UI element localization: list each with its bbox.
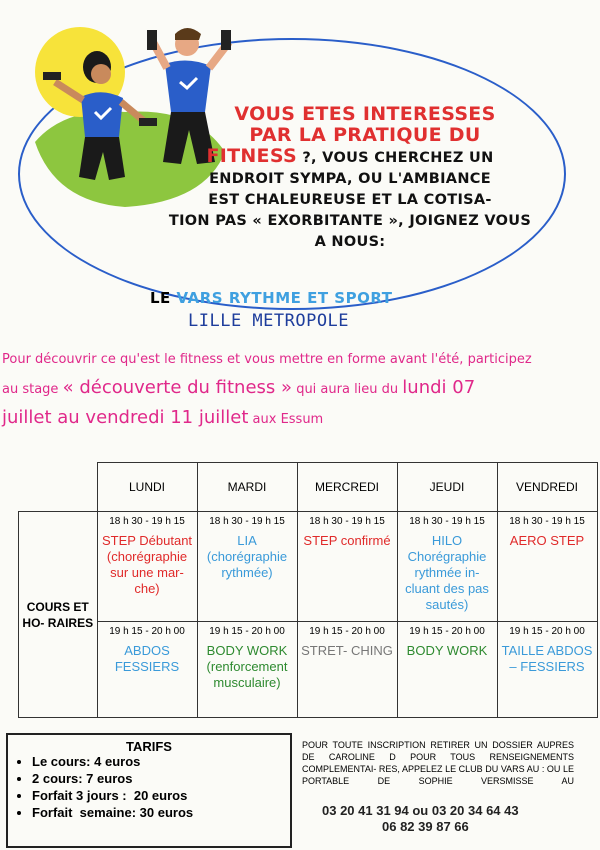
class-name: BODY WORK xyxy=(406,643,488,658)
stage-line-2c: qui aura lieu du xyxy=(296,382,399,397)
class-name: LIA (chorégraphie rythmée) xyxy=(206,533,288,580)
stage-end-date: juillet au vendredi 11 juillet xyxy=(2,407,249,428)
tarif-item: • Forfait 3 jours : 20 euros xyxy=(32,787,193,804)
schedule-cell xyxy=(197,622,297,718)
intro-line-4: ENDROIT SYMPA, OU L'AMBIANCE xyxy=(209,171,491,187)
time-slot: 18 h 30 - 19 h 15 xyxy=(409,516,485,527)
day-header: MERCREDI xyxy=(297,463,397,512)
class-name: ABDOS FESSIERS xyxy=(114,643,180,674)
schedule-cell xyxy=(197,512,297,622)
schedule-cell xyxy=(497,622,597,718)
stage-line-2a: au stage xyxy=(2,382,59,397)
day-header: VENDREDI xyxy=(497,463,597,512)
class-name: BODY WORK (renforcement musculaire) xyxy=(206,643,288,690)
tarifs-box xyxy=(6,733,292,848)
time-slot: 18 h 30 - 19 h 15 xyxy=(309,516,385,527)
mobile-phone-number: 06 82 39 87 66 xyxy=(382,819,469,834)
time-slot: 19 h 15 - 20 h 00 xyxy=(209,626,285,637)
class-name: STRET- CHING xyxy=(301,643,393,658)
schedule-cell xyxy=(497,512,597,622)
club-phone-numbers: 03 20 41 31 94 ou 03 20 34 64 43 xyxy=(322,803,519,818)
class-name: STEP Débutant (chorégraphie sur une mar- che) xyxy=(101,533,193,596)
schedule-cell xyxy=(97,512,197,622)
club-prefix: LE xyxy=(150,289,171,307)
tarif-item: • Le cours: 4 euros xyxy=(32,753,193,770)
schedule-table xyxy=(18,462,598,718)
time-slot: 18 h 30 - 19 h 15 xyxy=(509,516,585,527)
schedule-cell xyxy=(297,622,397,718)
time-slot: 18 h 30 - 19 h 15 xyxy=(109,516,185,527)
tarifs-title: TARIFS xyxy=(126,739,172,754)
registration-text: POUR TOUTE INSCRIPTION RETIRER UN DOSSIER AUPRES DE CAROLINE D POUR TOUS RENSEIGNEMENTS COMPLEMENTAI- RES, APPELEZ LE CLUB DU VARS AU : OU LE PORTABLE DE SOPHIE VERSMISSE AU xyxy=(302,740,574,786)
tarif-item: • Forfait semaine: 30 euros xyxy=(32,804,193,821)
intro-line-2: PAR LA PRATIQUE DU xyxy=(249,124,481,146)
club-title: VARS RYTHME ET SPORT xyxy=(176,289,393,307)
intro-text xyxy=(130,104,570,253)
time-slot: 19 h 15 - 20 h 00 xyxy=(509,626,585,637)
tarifs-list xyxy=(8,753,193,821)
intro-line-5: EST CHALEUREUSE ET LA COTISA- xyxy=(208,192,492,208)
class-name: TAILLE ABDOS – FESSIERS xyxy=(501,643,593,674)
time-slot: 18 h 30 - 19 h 15 xyxy=(209,516,285,527)
class-name: AERO STEP xyxy=(509,533,585,548)
intro-line-6: TION PAS « EXORBITANTE », JOIGNEZ VOUS xyxy=(168,213,532,229)
schedule-cell xyxy=(397,622,497,718)
day-header: JEUDI xyxy=(397,463,497,512)
intro-line-7: A NOUS: xyxy=(314,234,386,250)
time-slot: 19 h 15 - 20 h 00 xyxy=(309,626,385,637)
club-name xyxy=(150,289,392,307)
stage-line-1: Pour découvrir ce qu'est le fitness et vous mettre en forme avant l'été, participez xyxy=(2,352,532,367)
schedule-cell xyxy=(297,512,397,622)
intro-line-1: VOUS ETES INTERESSES xyxy=(234,103,496,125)
class-name: STEP confirmé xyxy=(303,533,391,548)
fitness-word: FITNESS xyxy=(206,145,297,167)
day-header: MARDI xyxy=(197,463,297,512)
time-slot: 19 h 15 - 20 h 00 xyxy=(409,626,485,637)
tarif-item: • 2 cours: 7 euros xyxy=(32,770,193,787)
class-name: HILO Chorégraphie rythmée in- cluant des pas sautés) xyxy=(405,533,489,612)
schedule-cell xyxy=(397,512,497,622)
club-city: LILLE METROPOLE xyxy=(188,311,350,331)
time-slot: 19 h 15 - 20 h 00 xyxy=(109,626,185,637)
stage-location: aux Essum xyxy=(252,412,324,427)
stage-title: « découverte du fitness » xyxy=(62,377,293,398)
registration-info xyxy=(302,739,574,799)
stage-paragraph xyxy=(2,346,598,434)
intro-line-3: ?, VOUS CHERCHEZ UN xyxy=(302,150,494,166)
schedule-cell xyxy=(97,622,197,718)
day-header: LUNDI xyxy=(97,463,197,512)
stage-start-date: lundi 07 xyxy=(402,377,476,398)
schedule-row-label: COURS ET HO- RAIRES xyxy=(19,512,98,718)
